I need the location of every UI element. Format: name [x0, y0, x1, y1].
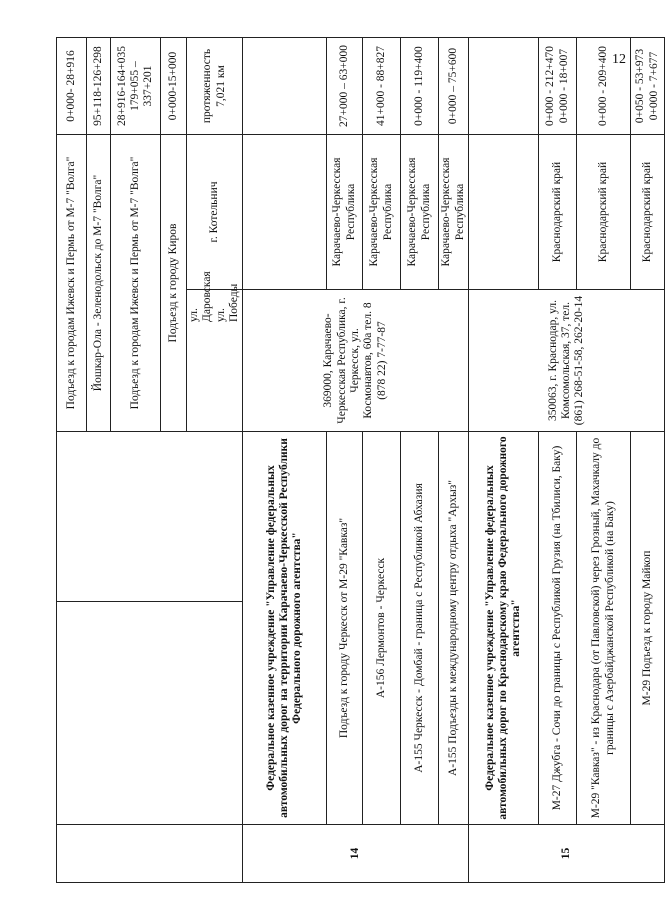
range-cell-empty [469, 38, 539, 135]
street-names: ул. Даровская ул. Победы [187, 290, 243, 432]
table-row [243, 38, 327, 883]
table-row [539, 38, 577, 883]
table-row [469, 38, 539, 883]
org-name-14: Федеральное казенное учреждение "Управление федеральных автомобильных дорог на территории Карачаево-Черкесской Республики Федерального дорожного агентства" [243, 432, 327, 825]
road-name: А-156 Лермонтов - Черкесск [363, 432, 401, 825]
org-number-14: 14 [243, 825, 469, 883]
org-cell-empty [57, 602, 243, 825]
road-name: М-27 Джубга - Сочи до границы с Республикой Грузия (на Тбилиси, Баку) [539, 432, 577, 825]
table-row [439, 38, 469, 883]
region-name: Карачаево-Черкесская Республика [401, 135, 439, 290]
km-range: 28+916-164+035 179+055 – 337+201 [111, 38, 161, 135]
range-cell-empty [243, 38, 327, 135]
km-range: 27+000 – 63+000 [327, 38, 363, 135]
road-name: М-29 Подъезд к городу Майкоп [631, 432, 665, 825]
region-name: Карачаево-Черкесская Республика [439, 135, 469, 290]
roads-table [56, 37, 665, 883]
page-number: 12 [612, 52, 626, 67]
region-name: Краснодарский край [577, 135, 631, 290]
km-range: 0+050 - 53+973 0+000 - 7+677 [631, 38, 665, 135]
org-name-15: Федеральное казенное учреждение "Управление федеральных автомобильных дорог по Краснодарскому краю Федерального дорожного агентства" [469, 432, 539, 825]
region-cell-empty [469, 135, 539, 290]
road-name: М-29 "Кавказ" - из Краснодара (от Павловской) через Грозный, Махачкалу до границы с Азербайджанской Республикой (на Баку) [577, 432, 631, 825]
table-row [631, 38, 665, 883]
road-name: А-155 Подъезды к международному центру отдыха "Архыз" [439, 432, 469, 825]
table-row [577, 38, 631, 883]
km-range: 0+000-15+000 [161, 38, 187, 135]
table-row [363, 38, 401, 883]
table-row [401, 38, 439, 883]
table-row [57, 38, 87, 883]
road-name: Йошкар-Ола - Зеленодольск до М-7 "Волга" [87, 135, 111, 432]
km-range: 0+000 - 212+470 0+000 - 18+007 [539, 38, 577, 135]
city-name: г. Котельнич [187, 135, 243, 290]
address-cell-empty [57, 432, 243, 602]
num-cell-empty [57, 825, 243, 883]
km-range: 0+000 – 75+600 [439, 38, 469, 135]
rotated-table-container [56, 38, 660, 883]
org-address-14: 369000, Карачаево-Черкесская Республика, г. Черкесск, ул. Космонавтов, 60а тел. 8 (878 22) 7-77-87 [243, 290, 469, 432]
region-name: Краснодарский край [631, 135, 665, 290]
km-range: 0+000 - 209+400 [577, 38, 631, 135]
km-range: 95+118-126+298 [87, 38, 111, 135]
region-cell-empty [243, 135, 327, 290]
km-range: 0+000 - 119+400 [401, 38, 439, 135]
org-number-15: 15 [469, 825, 665, 883]
km-range: 0+000- 28+916 [57, 38, 87, 135]
km-range: протяженность 7,021 км [187, 38, 243, 135]
road-name: Подъезд к городам Ижевск и Пермь от М-7 "Волга" [57, 135, 87, 432]
road-name: Подъезд к городу Черкесск от М-29 "Кавказ" [327, 432, 363, 825]
org-address-15: 350063, г. Краснодар, ул. Комсомольская, 37, тел. (861) 268-51-58, 262-20-14 [469, 290, 665, 432]
region-name: Краснодарский край [539, 135, 577, 290]
table-row [327, 38, 363, 883]
road-name: Подъезд к городам Ижевск и Пермь от М-7 "Волга" [111, 135, 161, 432]
road-name: Подъезд к городу Киров [161, 135, 187, 432]
km-range: 41+000 - 88+827 [363, 38, 401, 135]
region-name: Карачаево-Черкесская Республика [327, 135, 363, 290]
region-name: Карачаево-Черкесская Республика [363, 135, 401, 290]
road-name: А-155 Черкесск - Домбай - граница с Республикой Абхазия [401, 432, 439, 825]
